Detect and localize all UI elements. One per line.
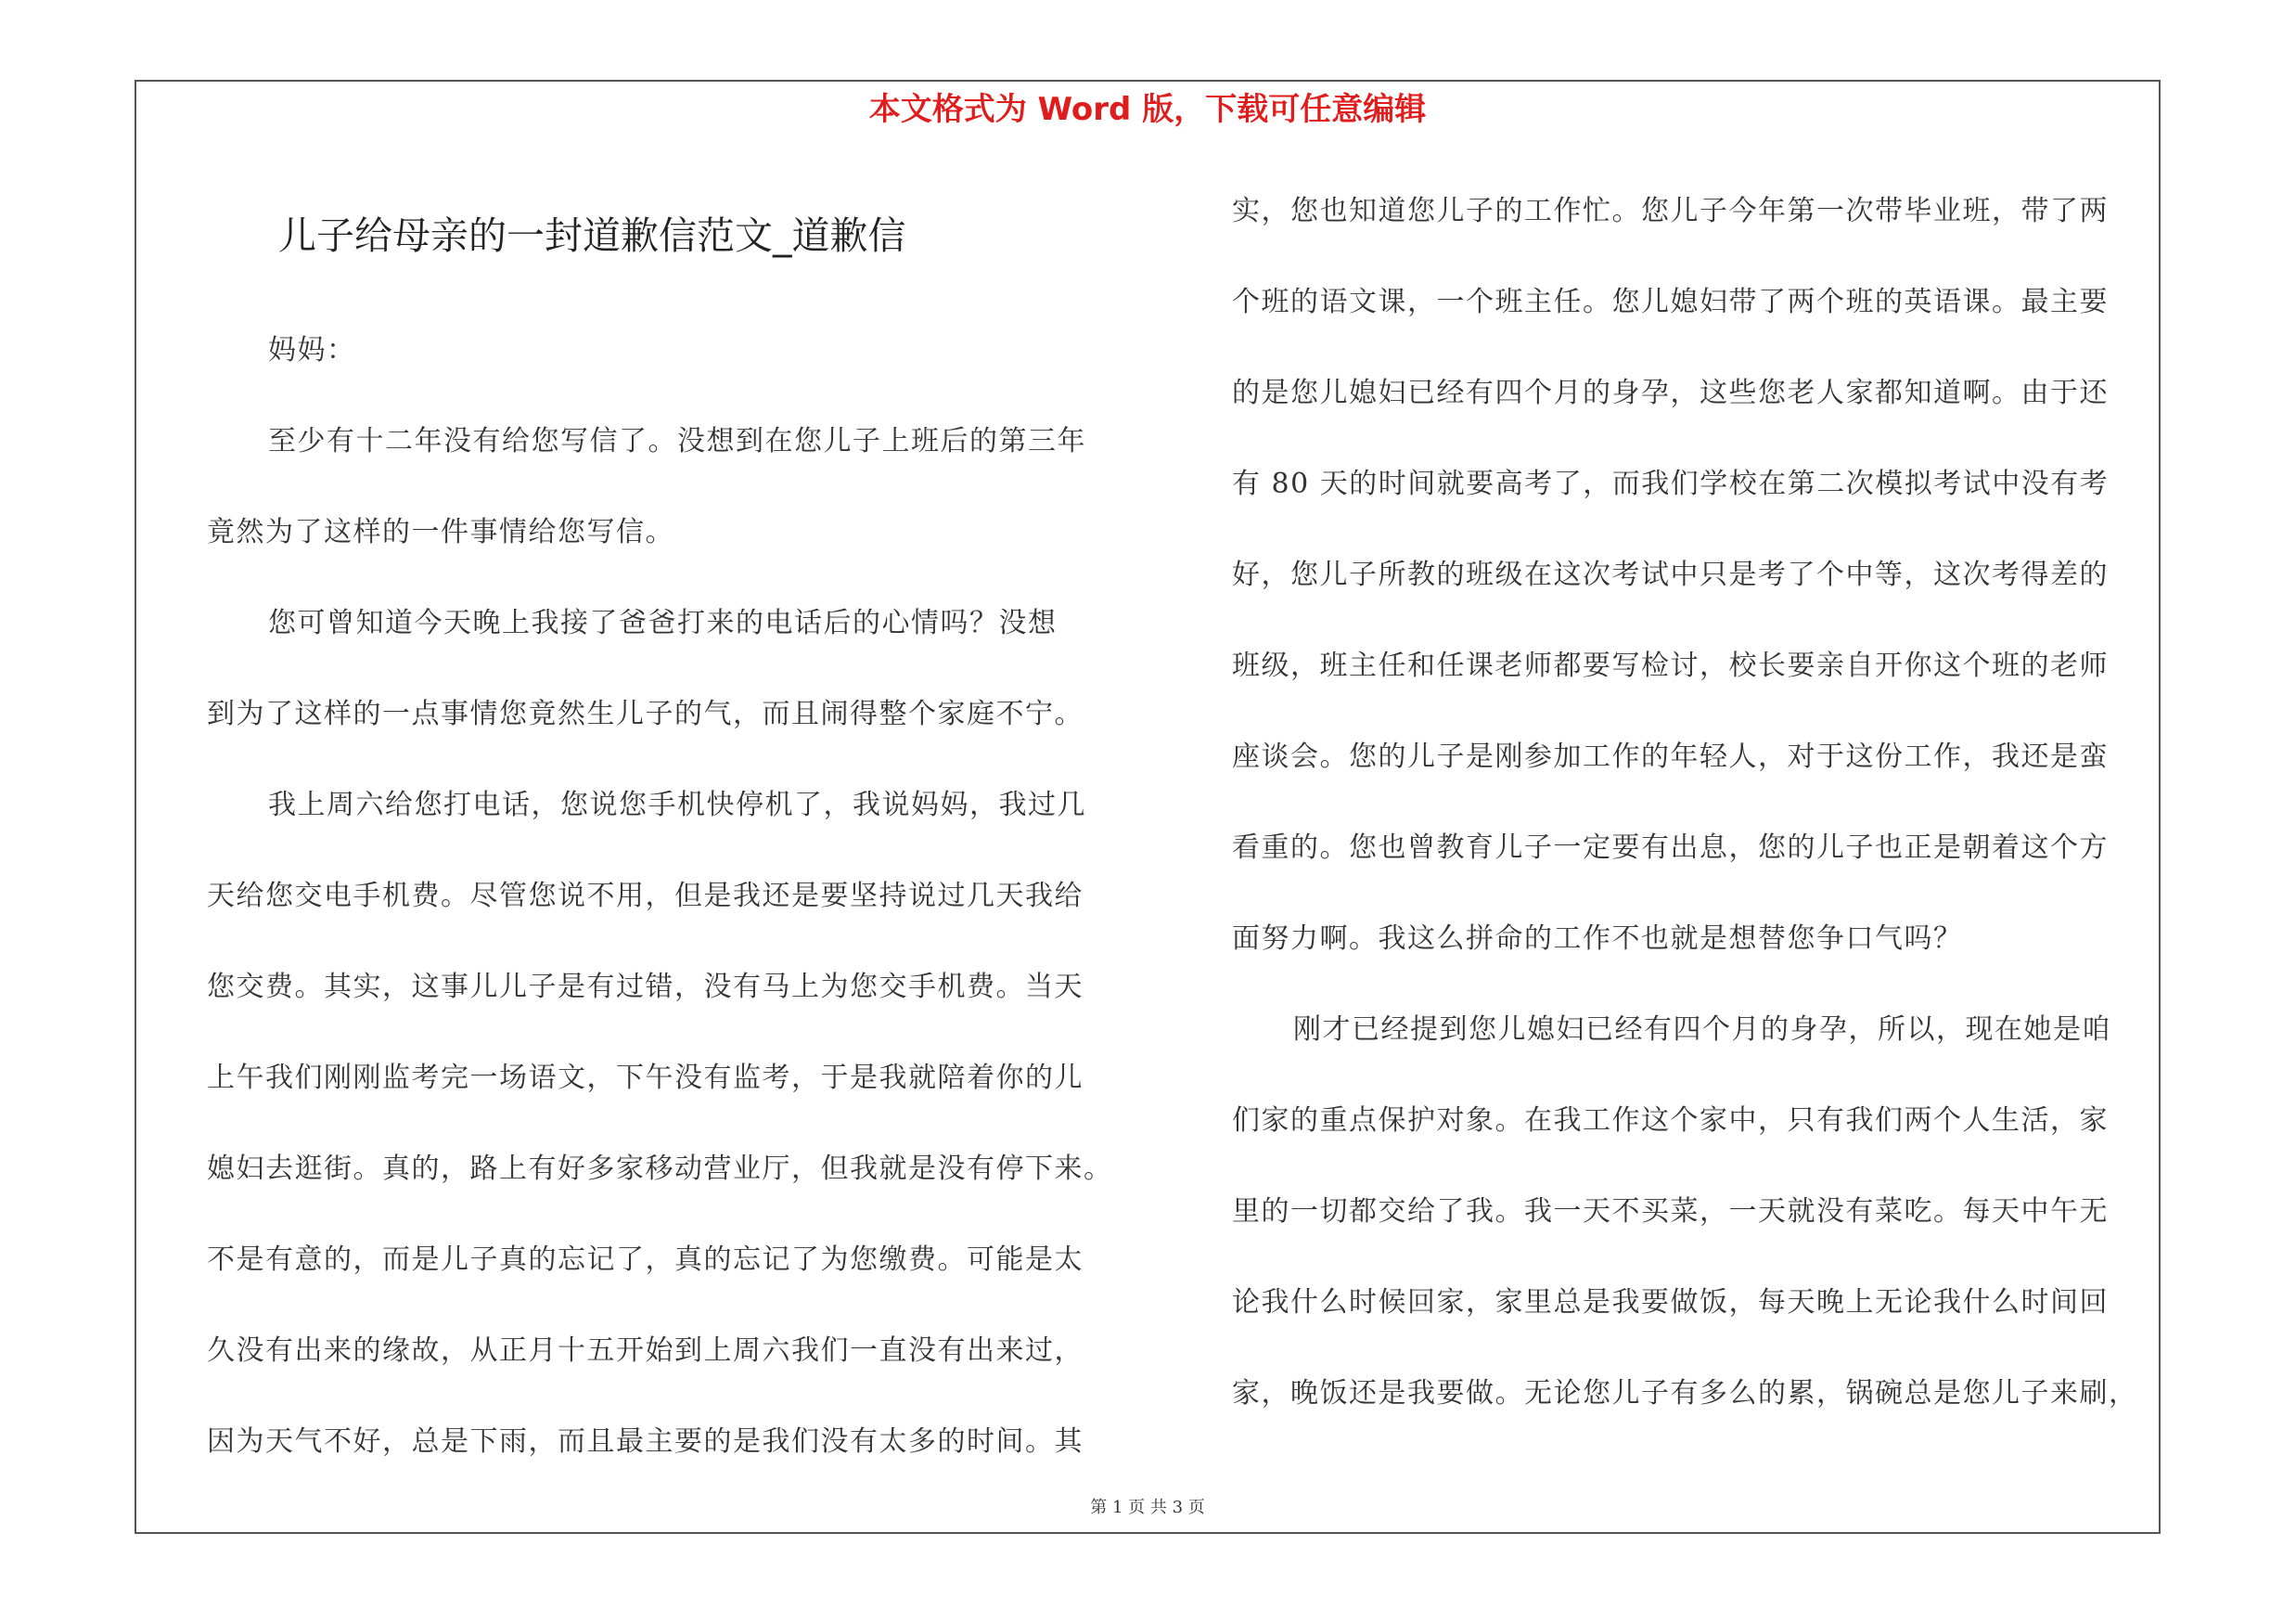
text-line: 有 80 天的时间就要高考了，而我们学校在第二次模拟考试中没有考 [1232, 468, 2110, 500]
text-line: 至少有十二年没有给您写信了。没想到在您儿子上班后的第三年 [268, 425, 1086, 457]
text-line: 您交费。其实，这事儿儿子是有过错，没有马上为您交手机费。当天 [207, 971, 1084, 1003]
text-line: 您可曾知道今天晚上我接了爸爸打来的电话后的心情吗？没想 [268, 607, 1058, 639]
text-line: 实，您也知道您儿子的工作忙。您儿子今年第一次带毕业班，带了两 [1232, 195, 2109, 227]
text-line: 我上周六给您打电话，您说您手机快停机了，我说妈妈，我过几 [268, 789, 1086, 821]
text-line: 面努力啊。我这么拼命的工作不也就是想替您争口气吗？ [1232, 922, 1963, 955]
text-line: 班级，班主任和任课老师都要写检讨，校长要亲自开你这个班的老师 [1232, 650, 2109, 682]
text-line: 看重的。您也曾教育儿子一定要有出息，您的儿子也正是朝着这个方 [1232, 831, 2109, 864]
text-line: 个班的语文课，一个班主任。您儿媳妇带了两个班的英语课。最主要 [1232, 286, 2109, 318]
text-line: 们家的重点保护对象。在我工作这个家中，只有我们两个人生活，家 [1232, 1104, 2109, 1137]
text-line: 妈妈： [268, 334, 356, 367]
text-line: 上午我们刚刚监考完一场语文，下午没有监考，于是我就陪着你的儿 [207, 1062, 1084, 1094]
text-line: 竟然为了这样的一件事情给您写信。 [207, 516, 674, 548]
right-column [1232, 166, 2150, 1439]
text-line: 久没有出来的缘故，从正月十五开始到上周六我们一直没有出来过， [207, 1334, 1084, 1367]
text-line: 家，晚饭还是我要做。无论您儿子有多么的累，锅碗总是您儿子来刷， [1232, 1377, 2138, 1410]
text-line: 论我什么时候回家，家里总是我要做饭，每天晚上无论我什么时间回 [1232, 1286, 2109, 1319]
format-notice-banner: 本文格式为 Word 版，下载可任意编辑 [868, 91, 1427, 128]
text-line: 天给您交电手机费。尽管您说不用，但是我还是要坚持说过几天我给 [207, 880, 1084, 912]
left-column [207, 305, 1121, 1488]
text-line: 座谈会。您的儿子是刚参加工作的年轻人，对于这份工作，我还是蛮 [1232, 741, 2109, 773]
page-number: 第 1 页 共 3 页 [1090, 1498, 1205, 1517]
text-line: 到为了这样的一点事情您竟然生儿子的气，而且闹得整个家庭不宁。 [207, 698, 1084, 730]
text-line: 的是您儿媳妇已经有四个月的身孕，这些您老人家都知道啊。由于还 [1232, 377, 2109, 409]
text-line: 里的一切都交给了我。我一天不买菜，一天就没有菜吃。每天中午无 [1232, 1195, 2109, 1228]
text-line: 媳妇去逛街。真的，路上有好多家移动营业厅，但我就是没有停下来。 [207, 1153, 1113, 1185]
text-line: 因为天气不好，总是下雨，而且最主要的是我们没有太多的时间。其 [207, 1425, 1084, 1458]
text-line: 好，您儿子所教的班级在这次考试中只是考了个中等，这次考得差的 [1232, 559, 2109, 591]
text-line: 刚才已经提到您儿媳妇已经有四个月的身孕，所以，现在她是咱 [1293, 1013, 2111, 1046]
document-title: 儿子给母亲的一封道歉信范文_道歉信 [278, 213, 906, 258]
text-line: 不是有意的，而是儿子真的忘记了，真的忘记了为您缴费。可能是太 [207, 1243, 1084, 1276]
